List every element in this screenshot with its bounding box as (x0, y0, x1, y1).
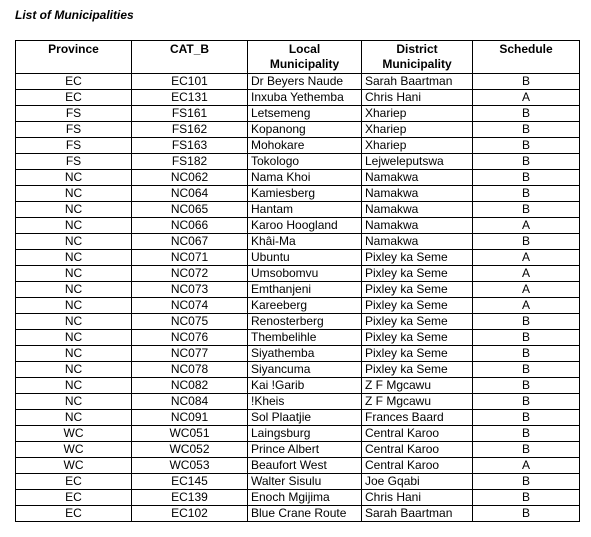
cell-cat-b: NC076 (132, 330, 248, 346)
cell-local-municipality: Tokologo (248, 154, 362, 170)
cell-schedule: A (473, 218, 580, 234)
cell-province: NC (16, 282, 132, 298)
cell-cat-b: WC051 (132, 426, 248, 442)
cell-local-municipality: Laingsburg (248, 426, 362, 442)
cell-province: FS (16, 106, 132, 122)
cell-local-municipality: Thembelihle (248, 330, 362, 346)
cell-schedule: A (473, 90, 580, 106)
cell-local-municipality: Karoo Hoogland (248, 218, 362, 234)
cell-district-municipality: Lejweleputswa (362, 154, 473, 170)
cell-district-municipality: Central Karoo (362, 426, 473, 442)
cell-district-municipality: Central Karoo (362, 442, 473, 458)
table-row (16, 122, 580, 138)
cell-district-municipality: Sarah Baartman (362, 74, 473, 90)
cell-schedule: B (473, 378, 580, 394)
header-district-line1: District (396, 42, 438, 56)
cell-schedule: B (473, 442, 580, 458)
cell-schedule: A (473, 266, 580, 282)
cell-local-municipality: Nama Khoi (248, 170, 362, 186)
cell-schedule: A (473, 250, 580, 266)
cell-cat-b: NC067 (132, 234, 248, 250)
cell-schedule: B (473, 330, 580, 346)
cell-cat-b: EC131 (132, 90, 248, 106)
cell-schedule: B (473, 122, 580, 138)
cell-local-municipality: Kareeberg (248, 298, 362, 314)
table-row (16, 490, 580, 506)
cell-local-municipality: Hantam (248, 202, 362, 218)
cell-district-municipality: Sarah Baartman (362, 506, 473, 522)
cell-schedule: B (473, 170, 580, 186)
cell-district-municipality: Pixley ka Seme (362, 282, 473, 298)
cell-province: NC (16, 346, 132, 362)
cell-cat-b: EC139 (132, 490, 248, 506)
cell-cat-b: NC071 (132, 250, 248, 266)
cell-cat-b: EC101 (132, 74, 248, 90)
cell-province: NC (16, 202, 132, 218)
cell-province: NC (16, 362, 132, 378)
cell-cat-b: WC052 (132, 442, 248, 458)
cell-district-municipality: Namakwa (362, 170, 473, 186)
cell-local-municipality: Beaufort West (248, 458, 362, 474)
cell-schedule: B (473, 490, 580, 506)
table-row (16, 474, 580, 490)
cell-district-municipality: Pixley ka Seme (362, 298, 473, 314)
cell-cat-b: NC075 (132, 314, 248, 330)
cell-schedule: B (473, 474, 580, 490)
cell-province: EC (16, 74, 132, 90)
table-row (16, 106, 580, 122)
cell-province: NC (16, 186, 132, 202)
table-row (16, 250, 580, 266)
cell-district-municipality: Pixley ka Seme (362, 266, 473, 282)
cell-local-municipality: Siyathemba (248, 346, 362, 362)
cell-district-municipality: Pixley ka Seme (362, 362, 473, 378)
cell-schedule: A (473, 282, 580, 298)
cell-cat-b: NC065 (132, 202, 248, 218)
table-row (16, 346, 580, 362)
cell-cat-b: EC102 (132, 506, 248, 522)
cell-schedule: B (473, 506, 580, 522)
cell-local-municipality: Umsobomvu (248, 266, 362, 282)
cell-local-municipality: Khâi-Ma (248, 234, 362, 250)
cell-schedule: B (473, 202, 580, 218)
table-row (16, 186, 580, 202)
table-row (16, 90, 580, 106)
cell-schedule: B (473, 314, 580, 330)
table-row (16, 234, 580, 250)
cell-cat-b: EC145 (132, 474, 248, 490)
table-header (16, 41, 580, 74)
cell-local-municipality: Sol Plaatjie (248, 410, 362, 426)
cell-cat-b: NC062 (132, 170, 248, 186)
cell-cat-b: NC091 (132, 410, 248, 426)
table-row (16, 330, 580, 346)
cell-province: NC (16, 266, 132, 282)
table-row (16, 138, 580, 154)
cell-province: WC (16, 442, 132, 458)
cell-cat-b: NC084 (132, 394, 248, 410)
cell-province: NC (16, 250, 132, 266)
header-province: Province (16, 41, 132, 74)
cell-district-municipality: Z F Mgcawu (362, 394, 473, 410)
cell-district-municipality: Namakwa (362, 202, 473, 218)
table-row (16, 378, 580, 394)
cell-district-municipality: Chris Hani (362, 90, 473, 106)
table-row (16, 442, 580, 458)
cell-local-municipality: Letsemeng (248, 106, 362, 122)
cell-schedule: B (473, 138, 580, 154)
header-district-line2: Municipality (382, 57, 452, 71)
cell-district-municipality: Xhariep (362, 138, 473, 154)
table-row (16, 74, 580, 90)
municipalities-table (15, 40, 580, 522)
cell-cat-b: NC082 (132, 378, 248, 394)
cell-province: NC (16, 314, 132, 330)
table-row (16, 362, 580, 378)
cell-district-municipality: Pixley ka Seme (362, 346, 473, 362)
cell-cat-b: NC064 (132, 186, 248, 202)
header-district-municipality (362, 41, 473, 74)
document-title: List of Municipalities (15, 8, 134, 22)
cell-local-municipality: Kopanong (248, 122, 362, 138)
cell-province: NC (16, 330, 132, 346)
cell-schedule: A (473, 458, 580, 474)
cell-district-municipality: Chris Hani (362, 490, 473, 506)
cell-local-municipality: Prince Albert (248, 442, 362, 458)
header-local-line1: Local (288, 42, 321, 56)
cell-district-municipality: Namakwa (362, 186, 473, 202)
cell-cat-b: NC066 (132, 218, 248, 234)
header-schedule: Schedule (473, 41, 580, 74)
cell-cat-b: FS161 (132, 106, 248, 122)
cell-district-municipality: Xhariep (362, 122, 473, 138)
cell-cat-b: NC074 (132, 298, 248, 314)
table-row (16, 170, 580, 186)
cell-district-municipality: Frances Baard (362, 410, 473, 426)
cell-district-municipality: Pixley ka Seme (362, 330, 473, 346)
cell-cat-b: FS162 (132, 122, 248, 138)
cell-local-municipality: Ubuntu (248, 250, 362, 266)
cell-district-municipality: Namakwa (362, 234, 473, 250)
cell-cat-b: WC053 (132, 458, 248, 474)
cell-schedule: B (473, 186, 580, 202)
cell-local-municipality: Emthanjeni (248, 282, 362, 298)
table-row (16, 458, 580, 474)
cell-schedule: B (473, 362, 580, 378)
cell-local-municipality: Walter Sisulu (248, 474, 362, 490)
cell-local-municipality: Renosterberg (248, 314, 362, 330)
cell-province: EC (16, 506, 132, 522)
cell-schedule: B (473, 74, 580, 90)
cell-schedule: B (473, 234, 580, 250)
cell-province: EC (16, 490, 132, 506)
cell-province: NC (16, 170, 132, 186)
cell-schedule: A (473, 298, 580, 314)
cell-cat-b: FS182 (132, 154, 248, 170)
cell-local-municipality: Dr Beyers Naude (248, 74, 362, 90)
cell-province: FS (16, 122, 132, 138)
cell-cat-b: FS163 (132, 138, 248, 154)
cell-province: FS (16, 138, 132, 154)
cell-local-municipality: Enoch Mgijima (248, 490, 362, 506)
table-row (16, 394, 580, 410)
cell-local-municipality: Blue Crane Route (248, 506, 362, 522)
header-cat-b: CAT_B (132, 41, 248, 74)
cell-province: NC (16, 378, 132, 394)
cell-cat-b: NC077 (132, 346, 248, 362)
table-row (16, 506, 580, 522)
table-row (16, 314, 580, 330)
cell-cat-b: NC078 (132, 362, 248, 378)
cell-province: WC (16, 458, 132, 474)
header-local-line2: Municipality (269, 57, 340, 71)
cell-local-municipality: Inxuba Yethemba (248, 90, 362, 106)
cell-schedule: B (473, 410, 580, 426)
table-row (16, 282, 580, 298)
cell-schedule: B (473, 154, 580, 170)
cell-province: NC (16, 218, 132, 234)
table-body (16, 74, 580, 522)
cell-local-municipality: Mohokare (248, 138, 362, 154)
table-row (16, 154, 580, 170)
cell-local-municipality: Kamiesberg (248, 186, 362, 202)
cell-local-municipality: Siyancuma (248, 362, 362, 378)
table-row (16, 426, 580, 442)
table-row (16, 202, 580, 218)
cell-schedule: B (473, 346, 580, 362)
cell-province: NC (16, 394, 132, 410)
cell-schedule: B (473, 394, 580, 410)
table-row (16, 218, 580, 234)
cell-local-municipality: !Kheis (248, 394, 362, 410)
cell-province: NC (16, 298, 132, 314)
header-row (16, 41, 580, 74)
cell-district-municipality: Z F Mgcawu (362, 378, 473, 394)
cell-local-municipality: Kai !Garib (248, 378, 362, 394)
cell-schedule: B (473, 426, 580, 442)
cell-district-municipality: Xhariep (362, 106, 473, 122)
cell-province: FS (16, 154, 132, 170)
cell-district-municipality: Pixley ka Seme (362, 250, 473, 266)
cell-district-municipality: Central Karoo (362, 458, 473, 474)
cell-schedule: B (473, 106, 580, 122)
table-row (16, 298, 580, 314)
cell-province: WC (16, 426, 132, 442)
cell-province: EC (16, 90, 132, 106)
cell-cat-b: NC073 (132, 282, 248, 298)
cell-district-municipality: Joe Gqabi (362, 474, 473, 490)
cell-province: NC (16, 410, 132, 426)
table-row (16, 266, 580, 282)
cell-cat-b: NC072 (132, 266, 248, 282)
header-local-municipality (248, 41, 362, 74)
cell-district-municipality: Namakwa (362, 218, 473, 234)
cell-province: NC (16, 234, 132, 250)
cell-district-municipality: Pixley ka Seme (362, 314, 473, 330)
table-row (16, 410, 580, 426)
cell-province: EC (16, 474, 132, 490)
